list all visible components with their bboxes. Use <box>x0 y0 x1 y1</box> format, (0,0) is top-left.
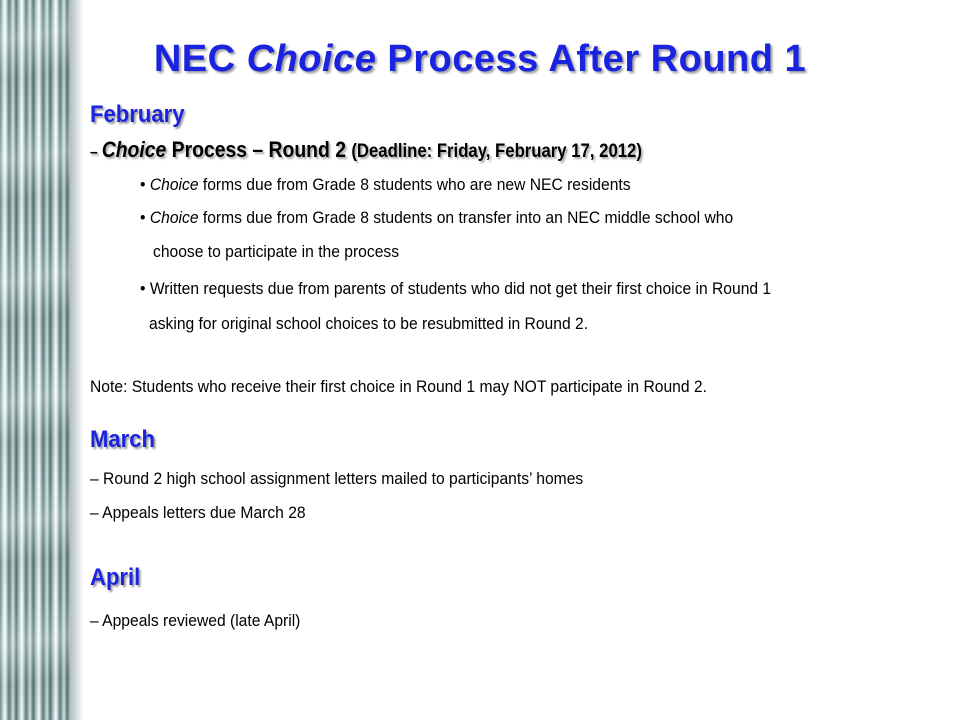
decorative-side-band <box>0 0 70 720</box>
bullet-continuation: asking for original school choices to be resubmitted in Round 2. <box>149 314 589 333</box>
bullet-text: forms due from Grade 8 students who are new NEC residents <box>198 175 631 194</box>
bullet-item <box>140 279 771 299</box>
bullet-item <box>140 175 631 195</box>
subhead-italic: Choice <box>101 137 167 162</box>
bullet-text: Written requests due from parents of students who did not get their first choice in Round 1 <box>149 279 772 298</box>
march-heading: March <box>90 426 156 453</box>
side-band-shadow <box>70 0 84 720</box>
bullet-marker: • <box>140 279 150 298</box>
bullet-marker: • <box>140 175 150 194</box>
bullet-text: forms due from Grade 8 students on transfer into an NEC middle school who <box>198 208 734 227</box>
bullet-continuation: choose to participate in the process <box>153 242 400 261</box>
bullet-item <box>140 208 733 228</box>
subhead-dash: – <box>90 144 102 161</box>
note-text: Note: Students who receive their first choice in Round 1 may NOT participate in Round 2. <box>90 377 707 396</box>
subhead-text: Process – Round 2 <box>166 137 352 162</box>
slide-title <box>90 38 870 81</box>
bullet-italic: Choice <box>149 175 199 194</box>
subhead-deadline: (Deadline: Friday, February 17, 2012) <box>351 141 642 162</box>
title-italic: Choice <box>246 38 377 80</box>
march-item: – Round 2 high school assignment letters mailed to participants’ homes <box>90 469 584 488</box>
february-subhead <box>90 137 642 163</box>
february-heading: February <box>90 101 185 128</box>
april-heading: April <box>90 564 141 591</box>
march-item: – Appeals letters due March 28 <box>90 503 306 522</box>
bullet-italic: Choice <box>149 208 199 227</box>
title-suffix: Process After Round 1 <box>376 38 807 80</box>
title-prefix: NEC <box>153 38 247 80</box>
april-item: – Appeals reviewed (late April) <box>90 611 301 630</box>
bullet-marker: • <box>140 208 150 227</box>
